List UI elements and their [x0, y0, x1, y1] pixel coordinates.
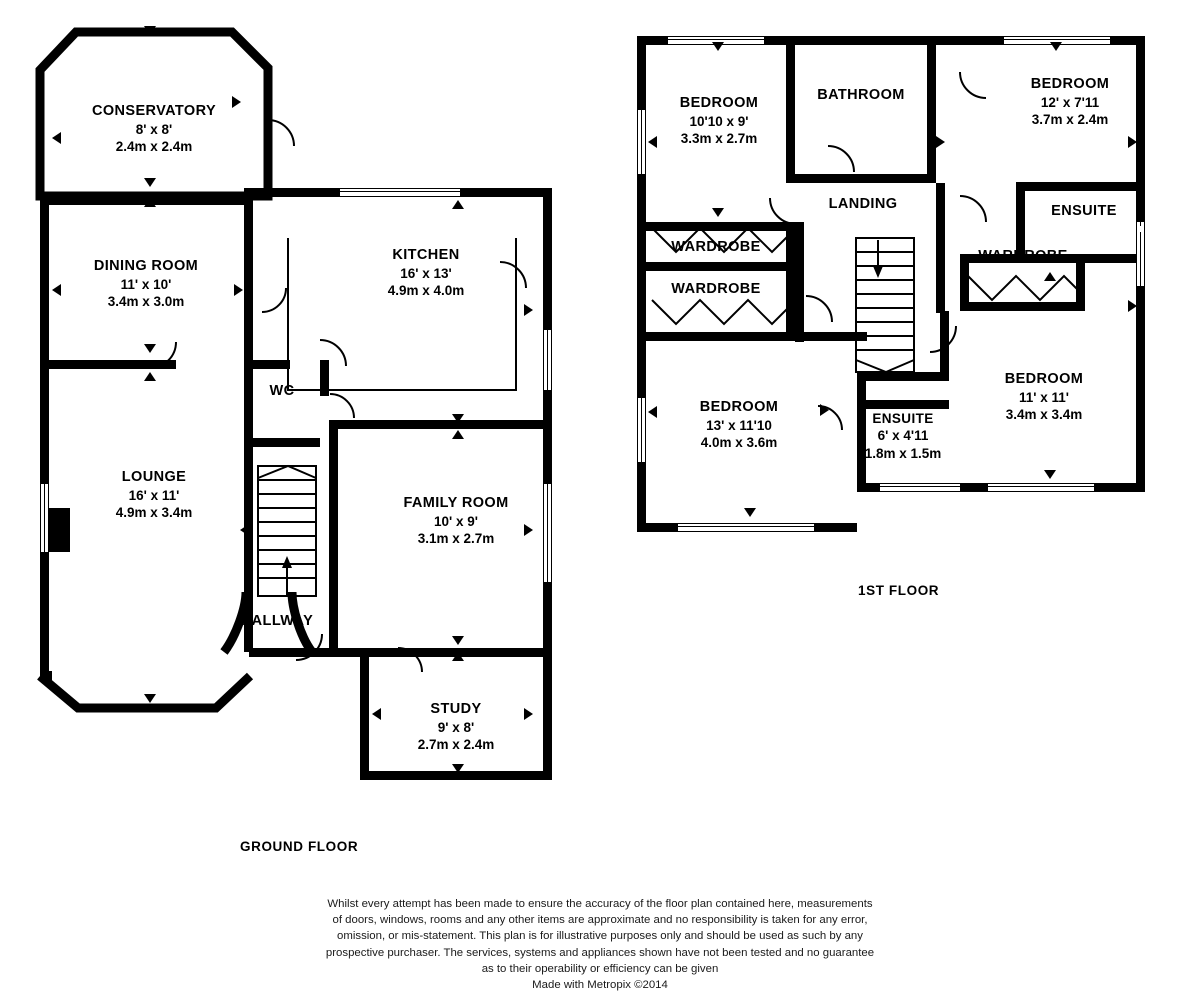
marker-arrow	[144, 372, 156, 381]
wall-kitchen-family	[329, 420, 543, 429]
room-name: BEDROOM	[1030, 76, 1110, 92]
disclaimer-line-5: as to their operability or efficiency can be given	[481, 962, 719, 975]
room-label-bedroom-4	[666, 398, 812, 451]
room-name: DINING ROOM	[93, 258, 199, 274]
room-label-family-room	[356, 494, 556, 547]
disclaimer-line-1: Whilst every attempt has been made to ensure the accuracy of the floor plan contained here, measurements	[327, 898, 873, 910]
room-label-dining-room	[46, 257, 246, 310]
marker-arrow	[452, 764, 464, 773]
room-name: ENSUITE	[1051, 203, 1117, 219]
window-bed4-west-line	[641, 398, 642, 462]
room-name: FAMILY ROOM	[403, 495, 509, 511]
window-bed1-west-line	[641, 110, 642, 174]
marker-arrow	[240, 524, 249, 536]
disclaimer-line-3: omission, or mis-statement. This plan is for illustrative purposes only and should be used as such by any	[337, 930, 863, 943]
marker-arrow	[144, 198, 156, 207]
wall-bed4-divider	[866, 372, 948, 381]
wall-wc-left	[244, 360, 253, 446]
room-dim-imperial: 9' x 8'	[437, 719, 475, 735]
room-dim-metric: 4.9m x 4.0m	[387, 282, 465, 298]
room-label-bedroom-2	[996, 75, 1144, 128]
disclaimer-line-2: of doors, windows, rooms and any other items are approximate and no responsibility is taken for any error,	[332, 914, 868, 927]
room-dim-metric: 2.4m x 2.4m	[115, 138, 193, 154]
marker-arrow	[1044, 470, 1056, 479]
wall-landing-left	[795, 222, 804, 342]
wall-wc-top	[244, 360, 290, 369]
room-label-hallway	[212, 612, 342, 631]
room-label-ensuite-small	[848, 410, 958, 462]
marker-arrow	[1050, 42, 1062, 51]
marker-arrow	[452, 652, 464, 661]
marker-arrow	[744, 508, 756, 517]
wall-wc-bottom	[244, 438, 320, 447]
wall-landing-bottom	[795, 332, 867, 341]
room-label-wardrobe-right	[960, 247, 1086, 266]
marker-arrow	[144, 694, 156, 703]
room-name: WARDROBE	[671, 281, 761, 297]
marker-arrow	[1044, 272, 1056, 281]
room-dim-metric: 3.7m x 2.4m	[1031, 111, 1109, 127]
room-label-study	[356, 700, 556, 753]
wall-dining-lounge	[40, 360, 176, 369]
wall-wc-right	[320, 360, 329, 396]
wall-bed2-ensuite	[1016, 182, 1145, 191]
marker-arrow	[820, 404, 829, 416]
room-name: WARDROBE	[671, 239, 761, 255]
room-name: LOUNGE	[121, 469, 187, 485]
room-dim-imperial: 12' x 7'11	[1040, 94, 1100, 110]
marker-arrow	[144, 344, 156, 353]
wall-wardrobe-left-top	[637, 222, 795, 231]
wall-study-top	[338, 648, 552, 657]
room-dim-imperial: 10'10 x 9'	[689, 113, 749, 129]
marker-arrow	[452, 200, 464, 209]
marker-arrow	[936, 136, 945, 148]
window-ensuite-east	[1137, 226, 1144, 232]
window-bed3-south-line	[988, 486, 1094, 487]
room-label-wardrobe-left-top	[640, 238, 792, 257]
window-bed4-south-line	[678, 526, 814, 527]
marker-arrow	[1128, 136, 1137, 148]
room-name: WARDROBE	[978, 248, 1068, 264]
marker-arrow	[144, 178, 156, 187]
window-bed1-north-line	[668, 39, 764, 40]
room-label-lounge	[56, 468, 252, 521]
room-label-bedroom-3	[968, 370, 1120, 423]
room-name: WC	[269, 383, 295, 399]
room-label-wardrobe-left-bottom	[640, 280, 792, 299]
room-name: STUDY	[430, 701, 482, 717]
room-dim-imperial: 13' x 11'10	[706, 417, 772, 433]
room-label-bathroom	[790, 86, 932, 105]
room-label-ensuite-top	[1022, 202, 1146, 221]
wall-ensuite-small-top	[857, 400, 949, 409]
window-kitchen-north-line	[340, 191, 460, 192]
room-name: BATHROOM	[817, 87, 905, 103]
room-label-wc	[244, 382, 320, 401]
room-label-conservatory	[54, 102, 254, 155]
room-name: BEDROOM	[699, 399, 779, 415]
room-label-bedroom-1	[644, 94, 794, 147]
marker-arrow	[452, 430, 464, 439]
window-ensuite-south-line	[880, 486, 960, 487]
marker-arrow	[648, 406, 657, 418]
marker-arrow	[712, 208, 724, 217]
room-dim-imperial: 6' x 4'11	[877, 428, 929, 444]
room-name: LANDING	[828, 196, 898, 212]
wall-bathroom-bed2	[927, 36, 936, 182]
room-dim-imperial: 16' x 11'	[128, 487, 180, 503]
room-label-landing	[790, 195, 936, 214]
room-dim-metric: 2.7m x 2.4m	[417, 736, 495, 752]
marker-arrow	[1128, 300, 1137, 312]
wall-wardrobe-left2-right	[786, 262, 795, 341]
room-name: CONSERVATORY	[91, 103, 217, 119]
wall-bed4-right-edge	[940, 311, 949, 381]
window-bed2-north-line	[1004, 39, 1110, 40]
wall-wardrobe-left2-bottom	[637, 332, 795, 341]
window-lounge-west-line	[44, 484, 45, 552]
first-floor-title: 1ST FLOOR	[858, 583, 940, 598]
marker-arrow	[712, 42, 724, 51]
room-dim-metric: 4.9m x 3.4m	[115, 504, 193, 520]
window-kitchen-east-line	[547, 330, 548, 390]
disclaimer	[70, 896, 1130, 993]
room-label-kitchen	[326, 246, 526, 299]
room-dim-imperial: 11' x 11'	[1019, 389, 1069, 405]
ground-floor-title: GROUND FLOOR	[240, 839, 359, 854]
room-dim-imperial: 8' x 8'	[135, 121, 173, 137]
room-dim-metric: 4.0m x 3.6m	[700, 434, 778, 450]
room-name: KITCHEN	[392, 247, 460, 263]
room-dim-imperial: 11' x 10'	[120, 276, 172, 292]
wall-wardrobe-mid	[637, 262, 795, 271]
marker-arrow	[452, 414, 464, 423]
room-dim-metric: 3.4m x 3.4m	[1005, 406, 1083, 422]
marker-arrow	[144, 26, 156, 35]
wall-wardrobe-right-bottom	[960, 302, 1085, 311]
room-name: BEDROOM	[679, 95, 759, 111]
room-dim-imperial: 16' x 13'	[400, 265, 452, 281]
disclaimer-line-4: prospective purchaser. The services, systems and appliances shown have not been tested and no guarantee	[325, 946, 875, 959]
wall-ground-south-lounge	[40, 671, 52, 680]
room-dim-imperial: 10' x 9'	[434, 513, 478, 529]
marker-arrow	[524, 304, 533, 316]
room-name: BEDROOM	[1004, 371, 1084, 387]
wall-bathroom-landing	[786, 174, 936, 183]
room-name: HALLWAY	[240, 613, 314, 629]
metropix-credit: Made with Metropix ©2014	[532, 978, 668, 991]
room-name: ENSUITE	[872, 411, 934, 426]
room-dim-metric: 3.3m x 2.7m	[680, 130, 758, 146]
room-dim-metric: 3.4m x 3.0m	[107, 293, 185, 309]
room-dim-metric: 1.8m x 1.5m	[864, 445, 942, 461]
marker-arrow	[452, 636, 464, 645]
room-dim-metric: 3.1m x 2.7m	[417, 530, 495, 546]
wall-bed4-left	[936, 183, 945, 313]
